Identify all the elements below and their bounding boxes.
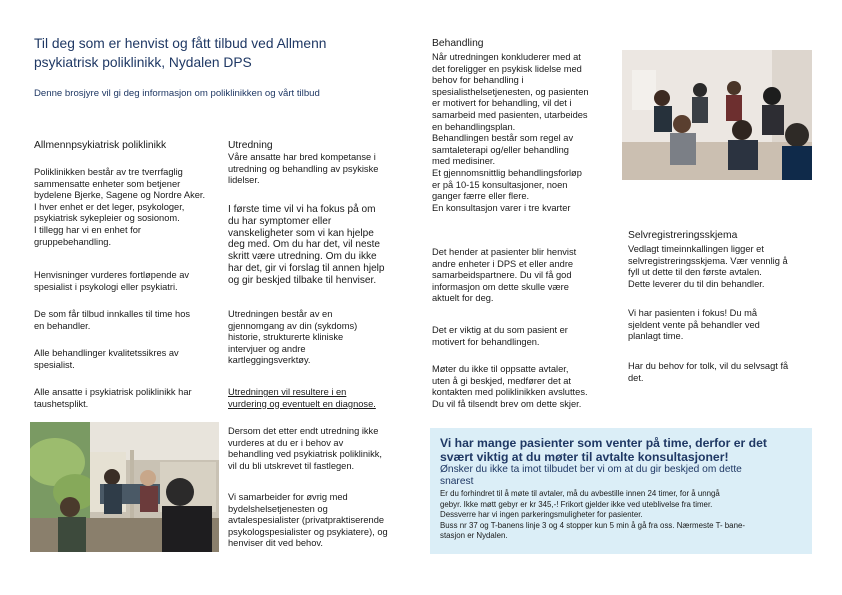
info-subheading: Ønsker du ikke ta imot tilbudet ber vi om at du gir beskjed om dette snarest: [440, 464, 742, 487]
col3-paragraph: Når utredningen konkluderer med at det foreligger en psykisk lidelse med behov for behandling i spesialisthelsetjenesten, og pasienten er motivert for behandling, vil det i samarbeid med pasienten, utarbeides en behandlingsplan. Behandlingen består som regel av samtaleterapi og/eller behandling med medisiner. Et gjennomsnittlig behandlingsforløp er på 10-15 konsultasjoner, noen ganger færre eller flere. En konsultasjon varer i tre kvarter: [432, 52, 589, 213]
brochure-subtitle: Denne brosjyre vil gi deg informasjon om poliklinikken og vårt tilbud: [34, 88, 320, 99]
col3-heading: Behandling: [432, 38, 484, 49]
col2-paragraph: Utredningen består av en gjennomgang av din (sykdoms) historie, strukturerte kliniske intervjuer og andre kartleggingsverktøy.: [228, 309, 358, 366]
waiting-room-photo: [30, 422, 219, 552]
info-details: Er du forhindret til å møte til avtaler, må du avbestille innen 24 timer, for å unngå gebyr. Ikke møtt gebyr er kr 345,-! Frikort gjelder ikke ved uteblivelse fra timer. Dessverre har vi ingen parkeringsmuligheter for pasienter. Buss nr 37 og T-banens linje 3 og 4 stopper kun 5 min å gå fra oss. Nærmeste T- bane- stasjon er Nydalen.: [440, 489, 745, 541]
col2-paragraph: Utredningen vil resultere i en vurdering og eventuelt en diagnose.: [228, 387, 376, 409]
col4-paragraph: Vi har pasienten i fokus! Du må sjeldent vente på behandler ved planlagt time.: [628, 308, 760, 342]
info-headline: Vi har mange pasienter som venter på time, derfor er det svært viktig at du møter til avtalte konsultasjoner!: [440, 436, 767, 464]
col1-paragraph: De som får tilbud innkalles til time hos en behandler.: [34, 309, 191, 331]
col4-paragraph: Vedlagt timeinnkallingen ligger et selvregistreringsskjema. Vær vennlig å fyll ut dette til den første avtalen. Dette leverer du til din behandler.: [628, 244, 788, 289]
col4-heading: Selvregistreringsskjema: [628, 230, 738, 241]
col3-paragraph: Det er viktig at du som pasient er motivert for behandlingen.: [432, 325, 568, 347]
col1-paragraph: Alle ansatte i psykiatrisk poliklinikk har taushetsplikt.: [34, 387, 192, 409]
group-therapy-photo: [622, 50, 812, 180]
brochure-title: Til deg som er henvist og fått tilbud ved Allmenn psykiatrisk poliklinikk, Nydalen DPS: [34, 36, 327, 70]
col2-paragraph: Dersom det etter endt utredning ikke vurderes at du er i behov av behandling ved psykiatrisk poliklinikk, vil du bli utskrevet til fastlegen.: [228, 426, 382, 471]
col1-paragraph: Alle behandlinger kvalitetssikres av spesialist.: [34, 348, 179, 370]
col1-paragraph: Poliklinikken består av tre tverrfaglig sammensatte enheter som betjener bydelene Bjerke, Sagene og Nordre Aker. I hver enhet er det leger, psykologer, psykiatrisk sykepleier og sosionom. I tillegg har vi en enhet for gruppebehandling.: [34, 167, 206, 247]
col3-paragraph: Det hender at pasienter blir henvist andre enheter i DPS et eller andre samarbeidspartnere. Du vil få god informasjon om dette skulle være aktuelt for deg.: [432, 247, 577, 304]
col3-paragraph: Møter du ikke til oppsatte avtaler, uten å gi beskjed, medfører det at kontakten med poliklinikken avsluttes. Du vil få tilsendt brev om dette skjer.: [432, 364, 588, 409]
col4-paragraph: Har du behov for tolk, vil du selvsagt få det.: [628, 361, 789, 383]
col2-paragraph: Vi samarbeider for øvrig med bydelshelsetjenesten og avtalespesialister (privatpraktiserende psykologspesialister og psykiatere), og henviser dit ved behov.: [228, 492, 388, 549]
col1-heading: Allmennpsykiatrisk poliklinikk: [34, 140, 167, 151]
col2-heading: Utredning: [228, 140, 273, 151]
col2-paragraph: I første time vil vi ha fokus på om du har symptomer eller vanskeligheter som vi kan hjelpe deg med. Om du har det, vil neste skritt være utredning. Om du ikke har det, gir vi forslag til annen hjelp og gir beskjed tilbake til henviser.: [228, 204, 385, 286]
col1-paragraph: Henvisninger vurderes fortløpende av spesialist i psykologi eller psykiatri.: [34, 270, 190, 292]
col2-paragraph: Våre ansatte har bred kompetanse i utredning og behandling av psykiske lidelser.: [228, 152, 379, 186]
